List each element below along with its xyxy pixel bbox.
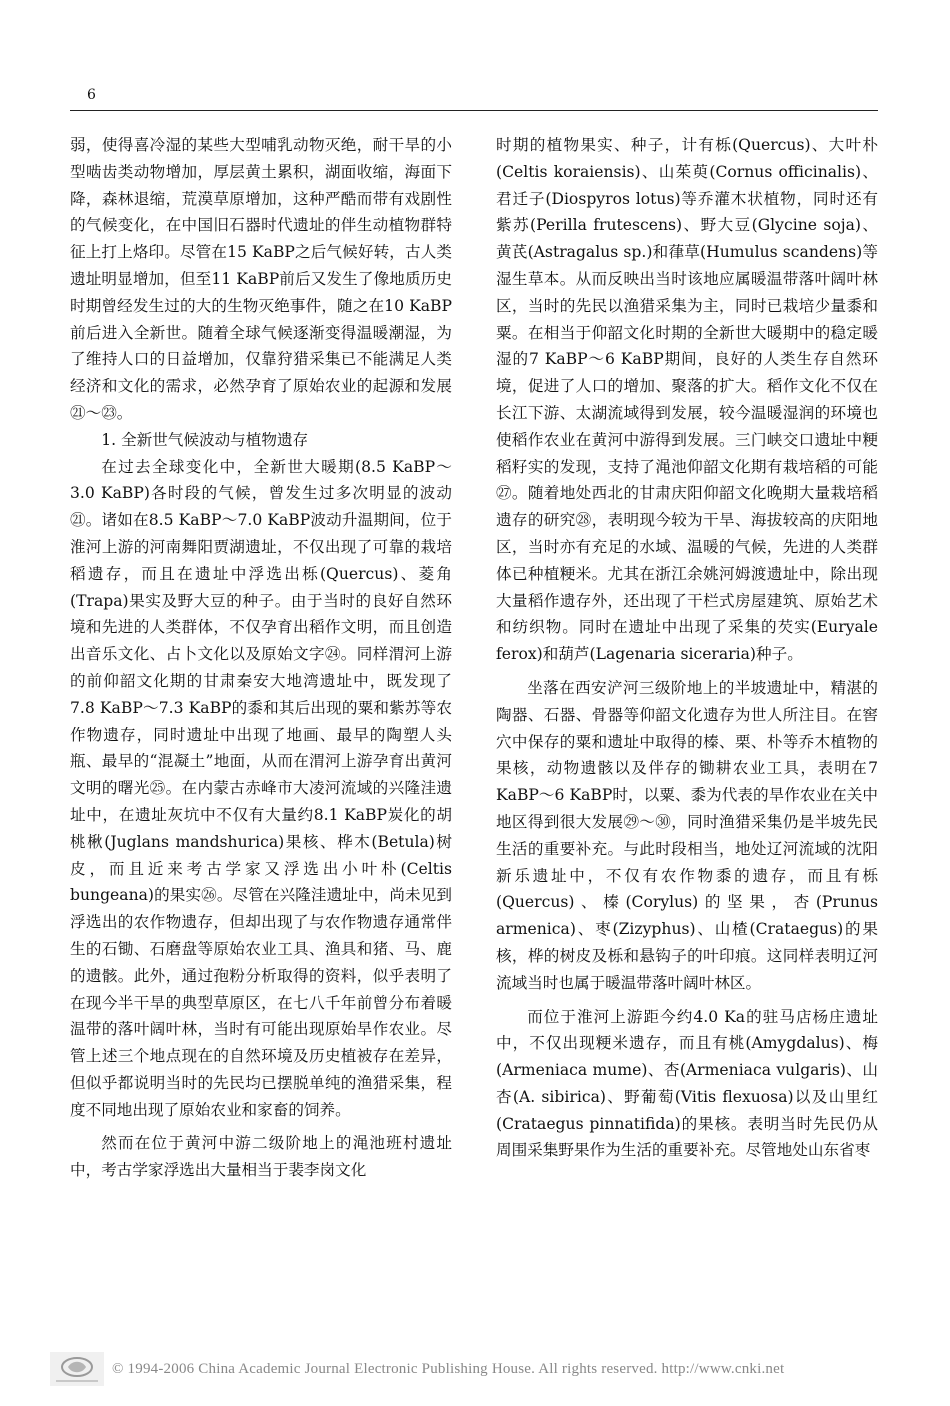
paragraph: 时期的植物果实、种子，计有栎(Quercus)、大叶朴(Celtis koraiensis)、山茱萸(Cornus officinalis)、君迁子(Diospyros lotus)等乔灌木状植物，同时还有紫苏(Perilla frutescens)、野大豆(Glycine soja)、黄芪(Astragalus sp.)和葎草(Humulus scandens)等湿生草本。从而反映出当时该地应属暖温带落叶阔叶林区，当时的先民以渔猎采集为主，同时已栽培少量黍和粟。在相当于仰韶文化时期的全新世大暖期中的稳定暖湿的7 KaBP～6 KaBP期间，良好的人类生存自然环境，促进了人口的增加、聚落的扩大。稻作文化不仅在长江下游、太湖流域得到发展，较今温暖湿润的环境也使稻作农业在黄河中游得到发展。三门峡交口遗址中粳稻籽实的发现，支持了渑池仰韶文化期有栽培稻的可能㉗。随着地处西北的甘肃庆阳仰韶文化晚期大量栽培稻遗存的研究㉘，表明现今较为干旱、海拔较高的庆阳地区，当时亦有充足的水域、温暖的气候，先进的人类群体已种植粳米。尤其在浙江余姚河姆渡遗址中，除出现大量稻作遗存外，还出现了干栏式房屋建筑、原始艺术和纺织物。同时在遗址中出现了采集的芡实(Euryale ferox)和葫芦(Lagenaria siceraria)种子。 xyxy=(496,136,878,664)
left-column xyxy=(70,132,452,1184)
copyright-notice: © 1994-2006 China Academic Journal Electronic Publishing House. All rights reserved. http://www.cnki.net xyxy=(112,1361,785,1377)
footer xyxy=(50,1352,910,1388)
paragraph: 然而在位于黄河中游二级阶地上的渑池班村遗址中，考古学家浮选出大量相当于裴李岗文化 xyxy=(70,1134,452,1180)
header-rule xyxy=(70,110,878,111)
section-heading: 1. 全新世气候波动与植物遗存 xyxy=(101,430,309,449)
paragraph: 在过去全球变化中，全新世大暖期(8.5 KaBP～3.0 KaBP)各时段的气候，曾发生过多次明显的波动㉑。诸如在8.5 KaBP～7.0 KaBP波动升温期间，位于淮河上游的河南舞阳贾湖遗址，不仅出现了可靠的栽培稻遗存，而且在遗址中浮选出栎(Quercus)、菱角(Trapa)果实及野大豆的种子。由于当时的良好自然环境和先进的人类群体，不仅孕育出稻作文明，而且创造出音乐文化、占卜文化以及原始文字㉔。同样渭河上游的前仰韶文化期的甘肃秦安大地湾遗址中，既发现了7.8 KaBP～7.3 KaBP的黍和其后出现的粟和紫苏等农作物遗存，同时遗址中出现了地画、最早的陶塑人头瓶、最早的“混凝土”地面，从而在渭河上游孕育出黄河文明的曙光㉕。在内蒙古赤峰市大凌河流域的兴隆洼遗址中，在遗址灰坑中不仅有大量约8.1 KaBP炭化的胡桃楸(Juglans mandshurica)果核、桦木(Betula)树皮，而且近来考古学家又浮选出小叶朴(Celtis bungeana)的果实㉖。尽管在兴隆洼遗址中，尚未见到浮选出的农作物遗存，但却出现了与农作物遗存通常伴生的石锄、石磨盘等原始农业工具、渔具和猪、马、鹿的遗骸。此外，通过孢粉分析取得的资料，似乎表明了在现今半干旱的典型草原区，在七八千年前曾分布着暖温带的落叶阔叶林，当时有可能出现原始旱作农业。尽管上述三个地点现在的自然环境及历史植被存在差异，但似乎都说明当时的先民均已摆脱单纯的渔猎采集，程度不同地出现了原始农业和家畜的饲养。 xyxy=(70,457,452,1119)
paragraph: 弱，使得喜冷湿的某些大型哺乳动物灭绝，耐干旱的小型啮齿类动物增加，厚层黄土累积，湖面收缩，海面下降，森林退缩，荒漠草原增加，这种严酷而带有戏剧性的气候变化，在中国旧石器时代遗址的伴生动植物群特征上打上烙印。尽管在15 KaBP之后气候好转，古人类遗址明显增加，但至11 KaBP前后又发生了像地质历史时期曾经发生过的大的生物灭绝事件，随之在10 KaBP前后进入全新世。随着全球气候逐渐变得温暖潮湿，为了维持人口的日益增加，仅靠狩猎采集已不能满足人类经济和文化的需求，必然孕育了原始农业的起源和发展㉑～㉓。 xyxy=(70,136,452,422)
right-column xyxy=(496,132,878,1164)
publisher-logo-icon xyxy=(50,1352,104,1386)
paragraph: 而位于淮河上游距今约4.0 Ka的驻马店杨庄遗址中，不仅出现粳米遗存，而且有桃(Amygdalus)、梅(Armeniaca mume)、杏(Armeniaca vulgaris)、山杏(A. sibirica)、野葡萄(Vitis flexuosa)以及山里红(Crataegus pinnatifida)的果核。表明当时先民仍从周围采集野果作为生活的重要补充。尽管地处山东省枣 xyxy=(496,1007,878,1160)
page-number: 6 xyxy=(87,87,96,103)
paragraph: 坐落在西安浐河三级阶地上的半坡遗址中，精湛的陶器、石器、骨器等仰韶文化遗存为世人所注目。在窖穴中保存的粟和遗址中取得的榛、栗、朴等乔木植物的果核，动物遗骸以及伴存的锄耕农业工具，表明在7 KaBP～6 KaBP时，以粟、黍为代表的旱作农业在关中地区得到很大发展㉙～㉚，同时渔猎采集仍是半坡先民生活的重要补充。与此时段相当，地处辽河流域的沈阳新乐遗址中，不仅有农作物黍的遗存，而且有栎(Quercus)、榛(Corylus)的坚果，杏(Prunus armenica)、枣(Zizyphus)、山楂(Crataegus)的果核，桦的树皮及栎和悬钩子的叶印痕。这同样表明辽河流域当时也属于暖温带落叶阔叶林区。 xyxy=(496,678,878,992)
